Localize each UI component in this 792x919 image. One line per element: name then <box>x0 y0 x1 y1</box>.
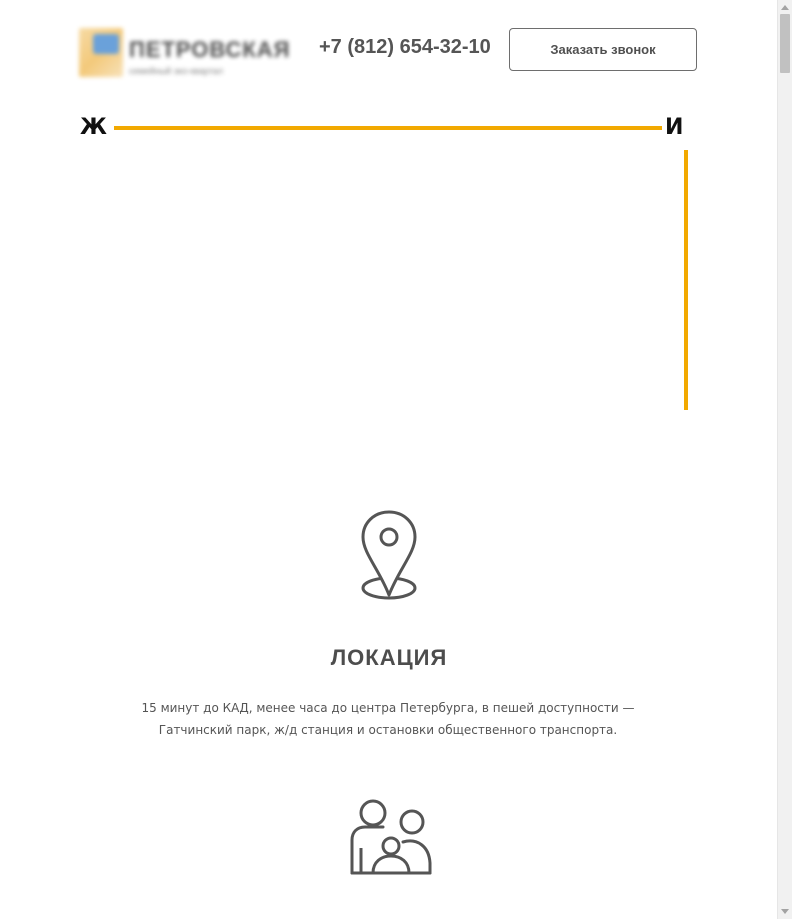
banner-right-line <box>684 150 688 410</box>
scrollbar-thumb[interactable] <box>780 14 790 73</box>
feature-location-title: ЛОКАЦИЯ <box>330 645 448 670</box>
family-icon <box>345 798 433 878</box>
scroll-up-arrow-icon[interactable] <box>781 5 789 10</box>
logo-subtitle: семейный эко-квартал <box>129 66 224 76</box>
logo-mark-icon <box>79 28 123 77</box>
banner-letter-right: И <box>665 115 684 140</box>
feature-location-icon-wrap <box>0 509 778 601</box>
page-scrollbar[interactable] <box>777 0 792 919</box>
feature-location-description: 15 минут до КАД, менее часа до центра Петербурга, в пешей доступности — Гатчинский парк, ж/д станция и остановки общественного транспорта. <box>141 701 635 737</box>
logo-mark-accent <box>93 34 119 54</box>
banner-top-line <box>114 126 662 130</box>
logo-title: ПЕТРОВСКАЯ <box>129 37 291 62</box>
location-pin-icon <box>359 509 419 601</box>
banner-letter-left: Ж <box>80 115 107 140</box>
phone-link[interactable]: +7 (812) 654-32-10 <box>319 36 491 58</box>
order-call-button[interactable]: Заказать звонок <box>509 28 697 71</box>
feature-family-icon-wrap <box>0 798 778 878</box>
logo[interactable] <box>79 28 291 77</box>
scroll-down-arrow-icon[interactable] <box>781 909 789 914</box>
